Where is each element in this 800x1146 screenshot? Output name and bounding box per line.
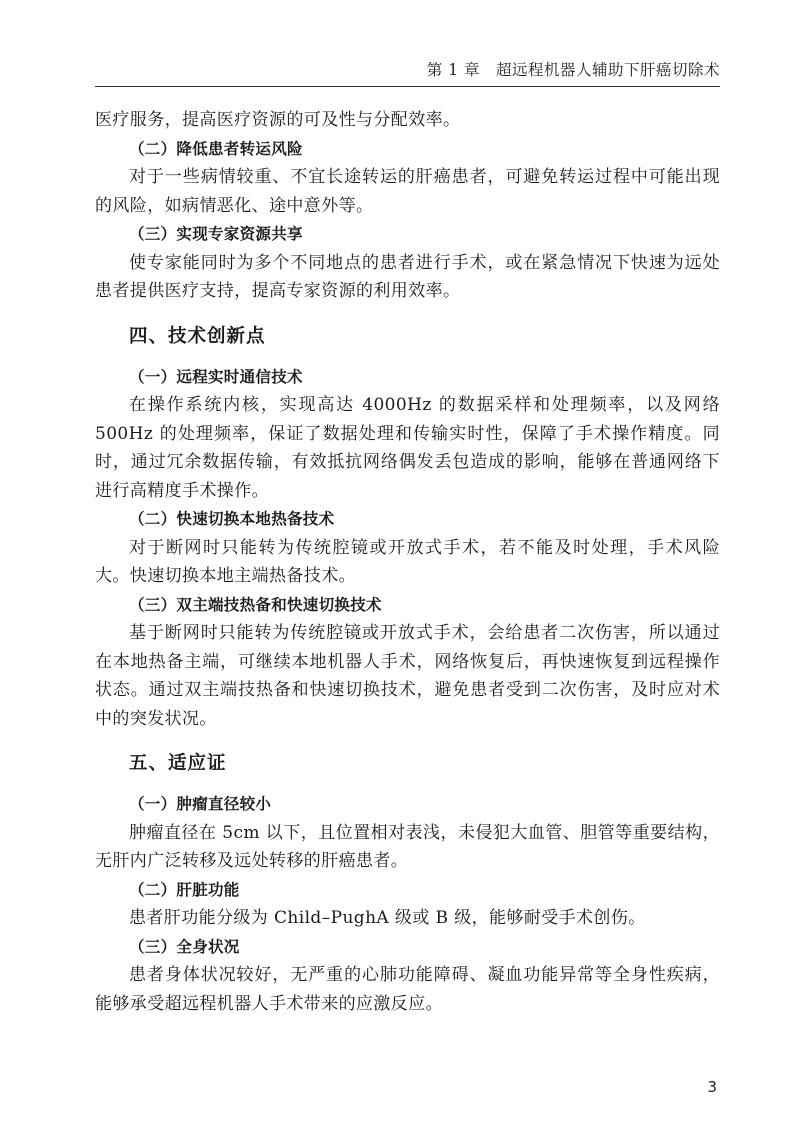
- paragraph-liver-function: 患者肝功能分级为 Child–PughA 级或 B 级，能够耐受手术创伤。: [129, 908, 646, 928]
- paragraph-local-hot-standby: 对于断网时只能转为传统腔镜或开放式手术，若不能及时处理，手术风险大。快速切换本地主端热备技术。: [95, 537, 720, 586]
- paragraph-general-condition: 患者身体状况较好，无严重的心肺功能障碍、凝血功能异常等全身性疾病，能够承受超远程机器人手术带来的应激反应。: [95, 965, 720, 1014]
- section-heading-indications: 五、适应证: [129, 753, 227, 774]
- paragraph-intro: 医疗服务，提高医疗资源的可及性与分配效率。: [95, 110, 461, 130]
- subheading-dual-master: （三）双主端技热备和快速切换技术: [129, 595, 382, 614]
- page-number: 3: [707, 1078, 717, 1096]
- paragraph-expert-sharing: 使专家能同时为多个不同地点的患者进行手术，或在紧急情况下快速为远处患者提供医疗支持，提高专家资源的利用效率。: [95, 252, 720, 301]
- subheading-general-condition: （三）全身状况: [129, 937, 240, 956]
- paragraph-dual-master: 基于断网时只能转为传统腔镜或开放式手术，会给患者二次伤害，所以通过在本地热备主端，可继续本地机器人手术，网络恢复后，再快速恢复到远程操作状态。通过双主端技热备和快速切换技术，避免患者受到二次伤害，及时应对术中的突发状况。: [95, 623, 720, 729]
- section-heading-innovations: 四、技术创新点: [129, 325, 266, 347]
- paragraph-tumor-size: 肿瘤直径在 5cm 以下，且位置相对表浅，未侵犯大血管、胆管等重要结构，无肝内广泛转移及远处转移的肝癌患者。: [95, 822, 720, 871]
- subheading-local-hot-standby: （二）快速切换本地热备技术: [129, 510, 335, 528]
- subheading-tumor-size: （一）肿瘤直径较小: [129, 795, 272, 813]
- running-head: 第 1 章 超远程机器人辅助下肝癌切除术: [426, 61, 720, 79]
- subheading-liver-function: （二）肝脏功能: [129, 880, 240, 899]
- subheading-reduce-transfer-risk: （二）降低患者转运风险: [129, 139, 303, 158]
- paragraph-realtime-comm: 在操作系统内核，实现高达 4000Hz 的数据采样和处理频率，以及网络 500Hz 的处理频率，保证了数据处理和传输实时性，保障了手术操作精度。同时，通过冗余数据传输，有效抵抗网络偶发丢包造成的影响，能够在普通网络下进行高精度手术操作。: [95, 395, 720, 501]
- paragraph-reduce-transfer-risk: 对于一些病情较重、不宜长途转运的肝癌患者，可避免转运过程中可能出现的风险，如病情恶化、途中意外等。: [95, 167, 720, 216]
- subheading-expert-sharing: （三）实现专家资源共享: [129, 225, 303, 243]
- header-rule: [95, 86, 720, 87]
- page-body: [95, 106, 720, 1018]
- subheading-realtime-comm: （一）远程实时通信技术: [129, 367, 303, 386]
